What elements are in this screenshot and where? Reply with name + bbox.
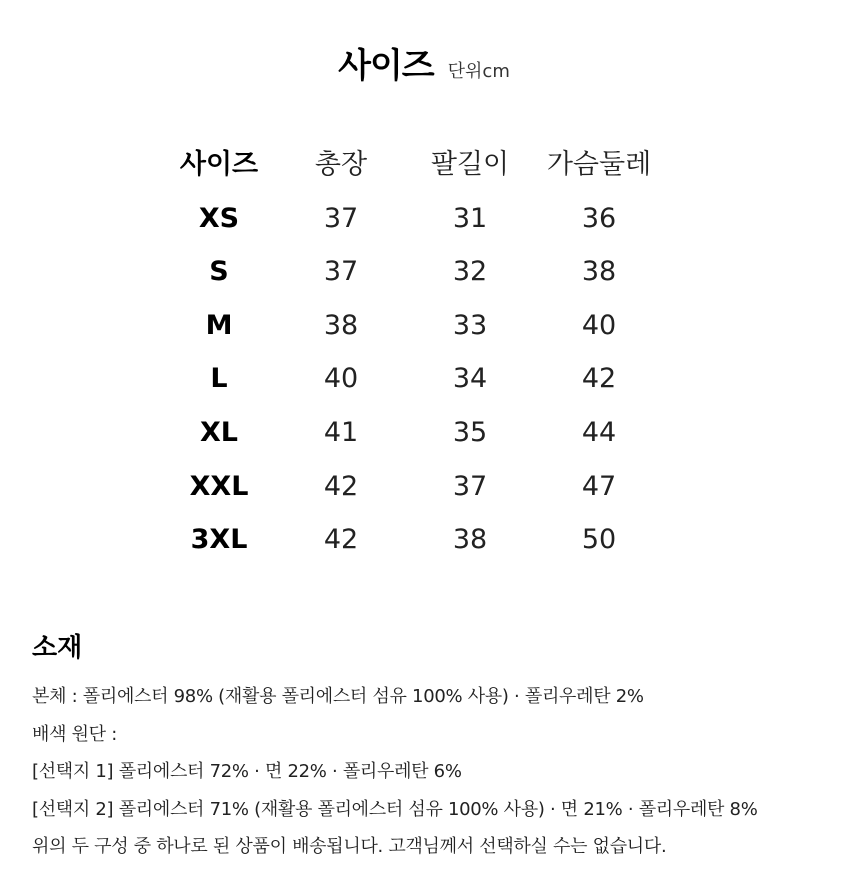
material-section [32, 628, 822, 866]
table-row [0, 299, 848, 353]
material-title: 소재 [32, 633, 83, 663]
material-line-note: 위의 두 구성 중 하나로 된 상품이 배송됩니다. 고객님께서 선택하실 수는 없습니다. [32, 836, 667, 857]
material-line-option-1: [선택지 1] 폴리에스터 72% · 면 22% · 폴리우레탄 6% [32, 761, 462, 782]
sleeve-length-cell: 38 [452, 524, 488, 556]
unit-label: 단위cm [447, 61, 510, 82]
total-length-cell: 42 [323, 524, 359, 556]
material-line-option-2: [선택지 2] 폴리에스터 71% (재활용 폴리에스터 섬유 100% 사용) · 면 21% · 폴리우레탄 8% [32, 798, 758, 820]
table-header-row [0, 138, 848, 192]
header-sleeve-length: 팔길이 [430, 149, 510, 180]
size-cell: L [210, 363, 228, 395]
chest-cell: 40 [581, 309, 617, 341]
sleeve-length-cell: 34 [452, 363, 488, 395]
total-length-cell: 40 [323, 363, 359, 395]
material-list [32, 678, 822, 866]
chest-cell: 42 [581, 363, 617, 395]
sleeve-length-cell: 32 [452, 256, 488, 288]
sleeve-length-cell: 35 [452, 416, 488, 448]
size-cell: M [205, 309, 233, 341]
chest-cell: 47 [581, 470, 617, 502]
table-row [0, 406, 848, 460]
header-size: 사이즈 [179, 149, 259, 180]
total-length-cell: 41 [323, 416, 359, 448]
sleeve-length-cell: 33 [452, 309, 488, 341]
total-length-cell: 38 [323, 309, 359, 341]
size-title-row [0, 38, 848, 87]
total-length-cell: 37 [323, 256, 359, 288]
sleeve-length-cell: 31 [452, 202, 488, 234]
total-length-cell: 42 [323, 470, 359, 502]
size-cell: S [209, 256, 229, 288]
material-line-contrast-label: 배색 원단 : [32, 723, 117, 745]
size-cell: 3XL [190, 524, 248, 556]
material-line-body: 본체 : 폴리에스터 98% (재활용 폴리에스터 섬유 100% 사용) · 폴리우레탄 2% [32, 686, 644, 707]
header-total-length: 총장 [314, 149, 368, 180]
total-length-cell: 37 [323, 202, 359, 234]
size-cell: XXL [189, 470, 249, 502]
table-row [0, 192, 848, 246]
table-row [0, 352, 848, 406]
header-chest: 가슴둘레 [546, 149, 652, 180]
chest-cell: 50 [581, 524, 617, 556]
chest-cell: 44 [581, 416, 617, 448]
chest-cell: 36 [581, 202, 617, 234]
sleeve-length-cell: 37 [452, 470, 488, 502]
size-cell: XL [199, 416, 239, 448]
size-chart-table [0, 138, 848, 567]
chest-cell: 38 [581, 256, 617, 288]
table-row [0, 513, 848, 567]
size-title: 사이즈 [338, 46, 434, 86]
table-row [0, 245, 848, 299]
table-row [0, 460, 848, 514]
size-cell: XS [198, 202, 240, 234]
